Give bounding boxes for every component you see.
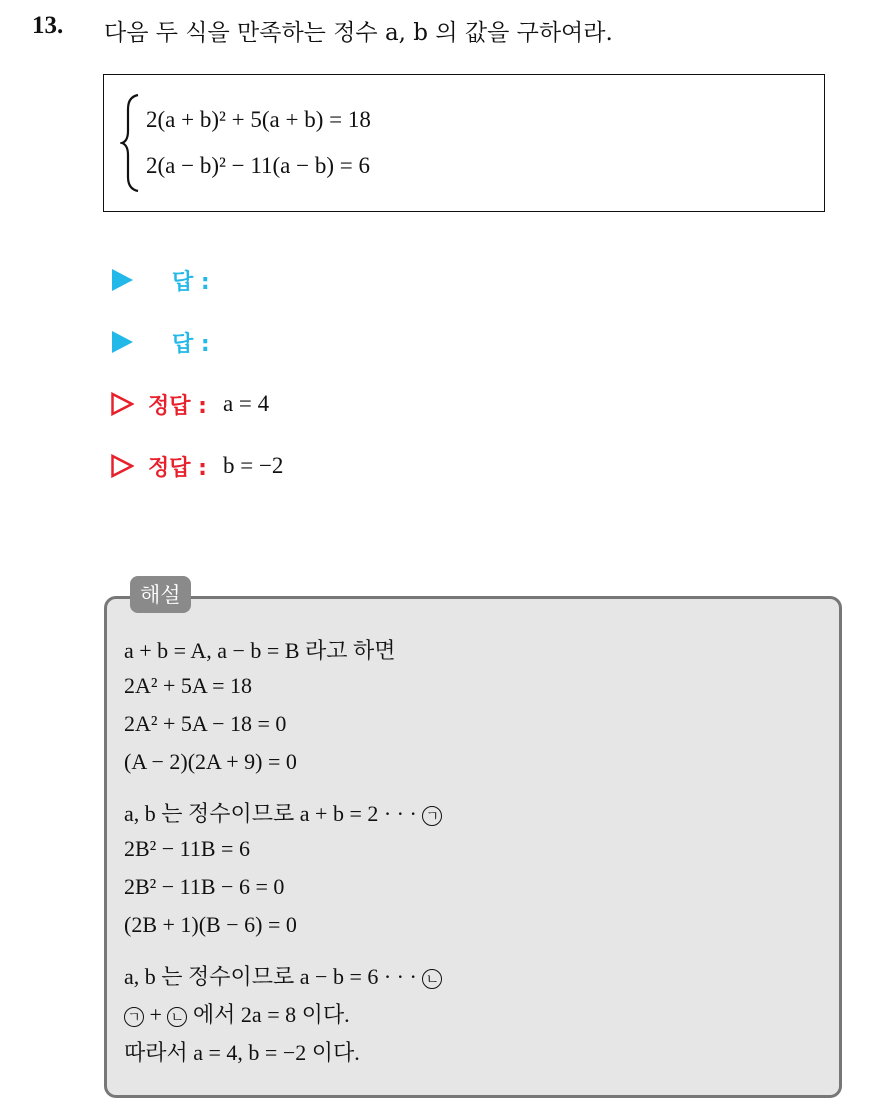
- solution-line: 2A² + 5A − 18 = 0: [124, 711, 287, 736]
- solution-line-with-markers: [124, 998, 350, 1029]
- solution-line: (2B + 1)(B − 6) = 0: [124, 912, 297, 937]
- correct-value: b = −2: [222, 453, 284, 478]
- outline-triangle-icon: [110, 392, 134, 416]
- plus-sign: +: [149, 1002, 162, 1027]
- solution-line-with-marker: [124, 797, 442, 828]
- solution-line: 2B² − 11B = 6: [124, 836, 250, 861]
- solution-line: a, b 는 정수이므로 a + b = 2 · · ·: [124, 801, 417, 826]
- solution-line: 2B² − 11B − 6 = 0: [124, 874, 285, 899]
- answer-label: 답 :: [172, 269, 210, 295]
- brace-icon: [120, 93, 142, 193]
- solution-line: a + b = A, a − b = B 라고 하면: [124, 638, 396, 663]
- correct-answer-row-2: [110, 446, 283, 486]
- solution-line: 따라서 a = 4, b = −2 이다.: [124, 1040, 360, 1065]
- equation-system-box: [103, 74, 825, 212]
- answer-label: 답 :: [172, 331, 210, 357]
- filled-triangle-icon: [110, 330, 134, 354]
- correct-label: 정답 :: [148, 455, 207, 481]
- answer-row-1: [110, 260, 226, 300]
- solution-line: 2A² + 5A = 18: [124, 673, 252, 698]
- solution-line: 에서 2a = 8 이다.: [192, 1002, 350, 1027]
- circled-nieun-icon: ㄴ: [167, 1007, 187, 1027]
- circled-giyeok-icon: ㄱ: [124, 1007, 144, 1027]
- correct-value: a = 4: [222, 391, 270, 416]
- answer-row-2: [110, 322, 226, 362]
- question-text: 다음 두 식을 만족하는 정수 a, b 의 값을 구하여라.: [104, 20, 613, 46]
- filled-triangle-icon: [110, 268, 134, 292]
- equation-2: 2(a − b)² − 11(a − b) = 6: [146, 153, 370, 178]
- circled-nieun-icon: ㄴ: [422, 969, 442, 989]
- correct-label: 정답 :: [148, 393, 207, 419]
- solution-line-with-marker: [124, 960, 442, 991]
- solution-line: (A − 2)(2A + 9) = 0: [124, 749, 297, 774]
- outline-triangle-icon: [110, 454, 134, 478]
- question-number: 13.: [32, 12, 64, 39]
- circled-giyeok-icon: ㄱ: [422, 806, 442, 826]
- solution-tag: 해설: [130, 576, 191, 613]
- correct-answer-row-1: [110, 384, 269, 424]
- solution-line: a, b 는 정수이므로 a − b = 6 · · ·: [124, 964, 417, 989]
- equation-1: 2(a + b)² + 5(a + b) = 18: [146, 107, 371, 132]
